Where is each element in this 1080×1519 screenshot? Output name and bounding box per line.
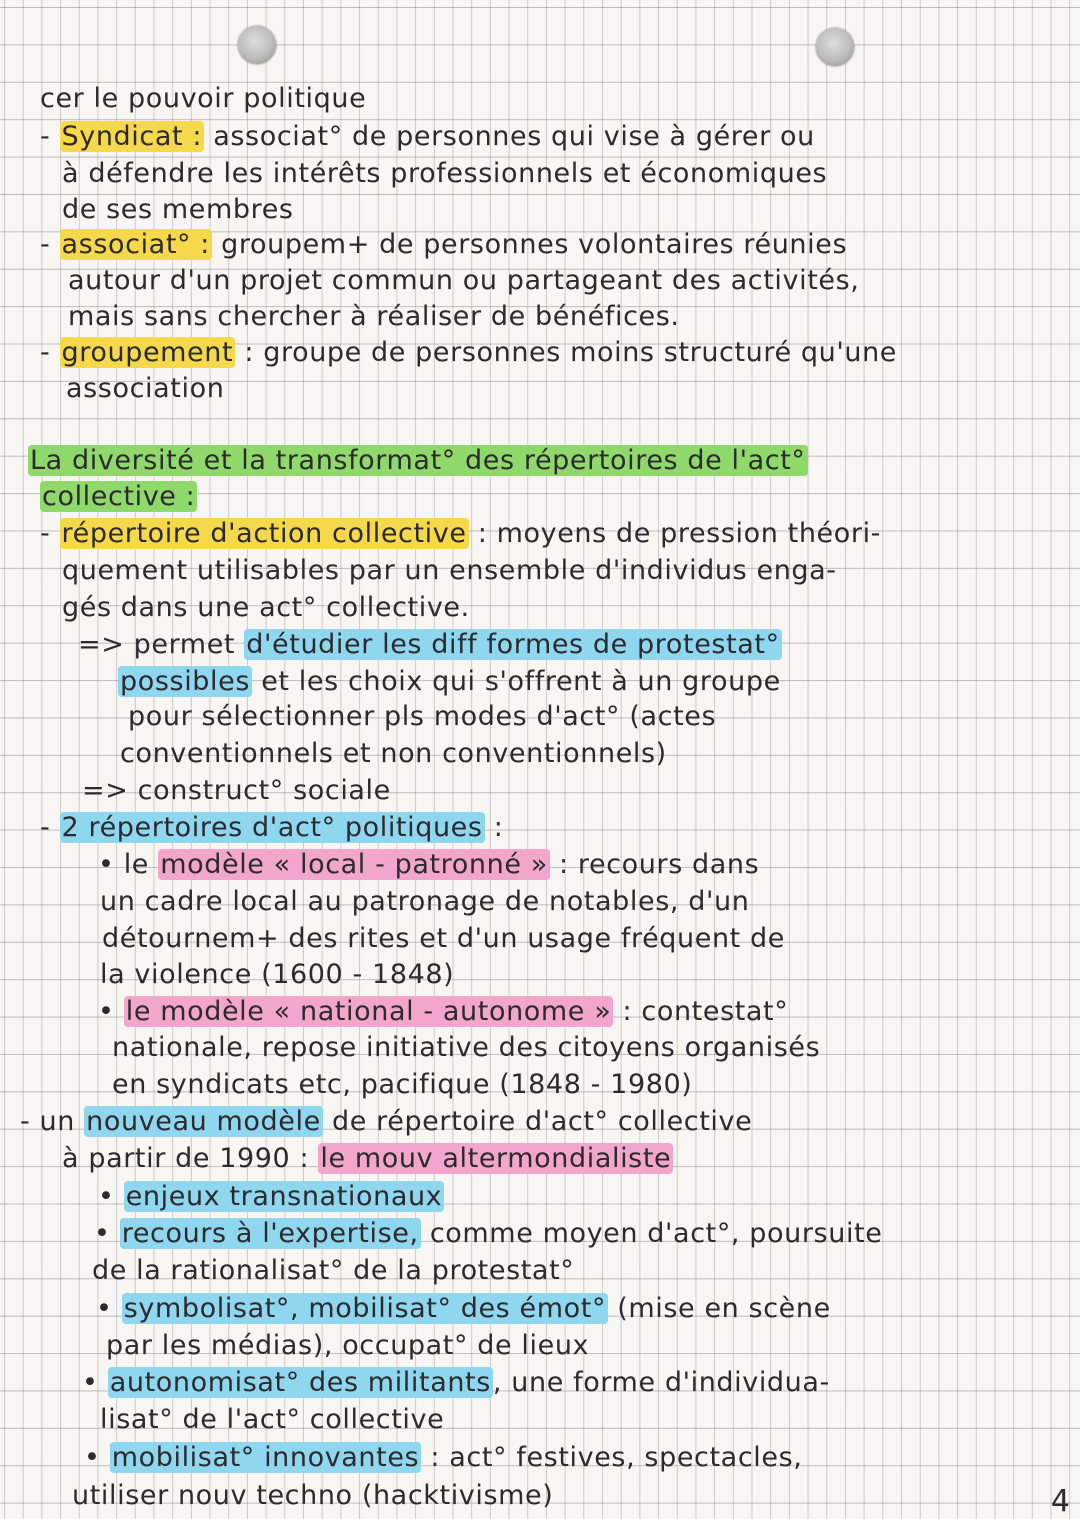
note-text: -	[40, 518, 60, 549]
highlighted-text-green: La diversité et la transformat° des répertoires de l'act°	[30, 445, 806, 476]
note-line	[100, 1403, 444, 1437]
note-line	[40, 480, 197, 514]
note-text: -	[40, 229, 60, 260]
note-text: à partir de 1990 :	[62, 1143, 319, 1174]
note-text: la violence (1600 - 1848)	[100, 959, 455, 990]
note-text: •	[98, 996, 124, 1027]
note-text: pour sélectionner pls modes d'act° (actes	[128, 701, 717, 732]
note-text: de ses membres	[62, 194, 294, 225]
highlighted-text-blue: enjeux transnationaux	[125, 1181, 443, 1212]
note-text: un cadre local au patronage de notables, d'un	[100, 886, 750, 917]
highlighted-text-blue: symbolisat°, mobilisat° des émot°	[123, 1293, 607, 1324]
note-line	[82, 774, 391, 808]
note-line	[82, 1366, 830, 1400]
note-line	[62, 193, 294, 227]
note-text: , une forme d'individua-	[492, 1367, 830, 1398]
highlighted-text-blue: mobilisat° innovantes	[111, 1442, 420, 1473]
note-text: (mise en scène	[608, 1293, 831, 1324]
note-line	[78, 628, 782, 662]
note-line	[20, 1105, 752, 1139]
note-line	[92, 1254, 574, 1288]
note-line	[62, 591, 470, 625]
note-text: autour d'un projet commun ou partageant des activités,	[68, 265, 860, 296]
note-line	[112, 1031, 820, 1065]
highlighted-text-blue: nouveau modèle	[86, 1106, 321, 1137]
note-line	[62, 1142, 673, 1176]
note-text: association	[66, 373, 225, 404]
note-text: -	[40, 337, 60, 368]
note-line	[72, 1479, 553, 1513]
note-text: • le	[98, 849, 159, 880]
note-line	[62, 157, 827, 191]
note-text: => construct° sociale	[82, 775, 391, 806]
note-text: -	[40, 121, 60, 152]
note-line	[40, 82, 366, 116]
note-text: : recours dans	[549, 849, 760, 880]
note-line	[40, 336, 897, 370]
note-text: lisat° de l'act° collective	[100, 1404, 445, 1435]
highlighted-text-green: collective :	[42, 481, 196, 512]
note-text: => permet	[78, 629, 245, 660]
note-text: - un	[20, 1106, 85, 1137]
punch-hole-left	[238, 26, 276, 64]
note-line	[112, 1068, 692, 1102]
note-text: nationale, repose initiative des citoyens organisés	[112, 1032, 821, 1063]
note-line	[66, 372, 224, 406]
note-line	[62, 554, 837, 588]
highlighted-text-blue: 2 répertoires d'act° politiques	[61, 812, 483, 843]
note-text: mais sans chercher à réaliser de bénéfices.	[68, 301, 680, 332]
note-text: comme moyen d'act°, poursuite	[420, 1218, 883, 1249]
note-line	[40, 120, 815, 154]
note-text: gés dans une act° collective.	[62, 592, 470, 623]
note-line	[98, 995, 788, 1029]
note-text: -	[40, 812, 60, 843]
note-line	[94, 1217, 882, 1251]
note-text: de la rationalisat° de la protestat°	[92, 1255, 575, 1286]
note-text: utiliser nouv techno (hacktivisme)	[72, 1480, 554, 1511]
note-line	[68, 264, 859, 298]
highlighted-text-pink: modèle « local - patronné »	[160, 849, 548, 880]
note-text: cer le pouvoir politique	[40, 83, 367, 114]
highlighted-text-yellow: répertoire d'action collective	[61, 518, 467, 549]
note-line	[128, 700, 716, 734]
note-line	[98, 1180, 444, 1214]
highlighted-text-yellow: associat° :	[61, 229, 210, 260]
note-text: •	[82, 1367, 108, 1398]
note-text: :	[484, 812, 504, 843]
highlighted-text-blue: recours à l'expertise,	[121, 1218, 419, 1249]
note-line	[84, 1441, 802, 1475]
note-text: : groupe de personnes moins structuré qu'une	[235, 337, 898, 368]
punch-hole-right	[816, 28, 854, 66]
note-line	[98, 848, 759, 882]
highlighted-text-pink: le mouv altermondialiste	[320, 1143, 672, 1174]
highlighted-text-pink: le modèle « national - autonome »	[125, 996, 612, 1027]
note-line	[102, 922, 785, 956]
note-text: •	[96, 1293, 122, 1324]
note-line	[106, 1329, 589, 1363]
note-text: en syndicats etc, pacifique (1848 - 1980)	[112, 1069, 693, 1100]
note-line	[100, 885, 749, 919]
note-text: •	[98, 1181, 124, 1212]
note-line	[28, 444, 808, 478]
note-text: •	[94, 1218, 120, 1249]
note-line	[40, 517, 881, 551]
note-line	[68, 300, 680, 334]
note-text: à défendre les intérêts professionnels et économiques	[62, 158, 828, 189]
note-text: associat° de personnes qui vise à gérer ou	[204, 121, 815, 152]
note-text: par les médias), occupat° de lieux	[106, 1330, 590, 1361]
note-text: : contestat°	[613, 996, 789, 1027]
highlighted-text-blue: autonomisat° des militants	[109, 1367, 491, 1398]
note-line	[96, 1292, 831, 1326]
highlighted-text-yellow: groupement	[61, 337, 234, 368]
note-text: •	[84, 1442, 110, 1473]
note-text: quement utilisables par un ensemble d'individus enga-	[62, 555, 837, 586]
note-text: conventionnels et non conventionnels)	[120, 738, 667, 769]
note-text: : act° festives, spectacles,	[421, 1442, 803, 1473]
note-text: groupem+ de personnes volontaires réunies	[212, 229, 848, 260]
page-number: 4	[1050, 1484, 1070, 1519]
note-line	[40, 811, 503, 845]
note-line	[40, 228, 847, 262]
note-text: détournem+ des rites et d'un usage fréquent de	[102, 923, 785, 954]
note-text: : moyens de pression théori-	[468, 518, 882, 549]
highlighted-text-blue: d'étudier les diff formes de protestat°	[246, 629, 780, 660]
note-line	[120, 737, 667, 771]
highlighted-text-blue: possibles	[120, 666, 251, 697]
highlighted-text-yellow: Syndicat :	[61, 121, 203, 152]
note-line	[100, 958, 454, 992]
note-text: de répertoire d'act° collective	[322, 1106, 753, 1137]
note-line	[118, 665, 781, 699]
note-text: et les choix qui s'offrent à un groupe	[252, 666, 781, 697]
